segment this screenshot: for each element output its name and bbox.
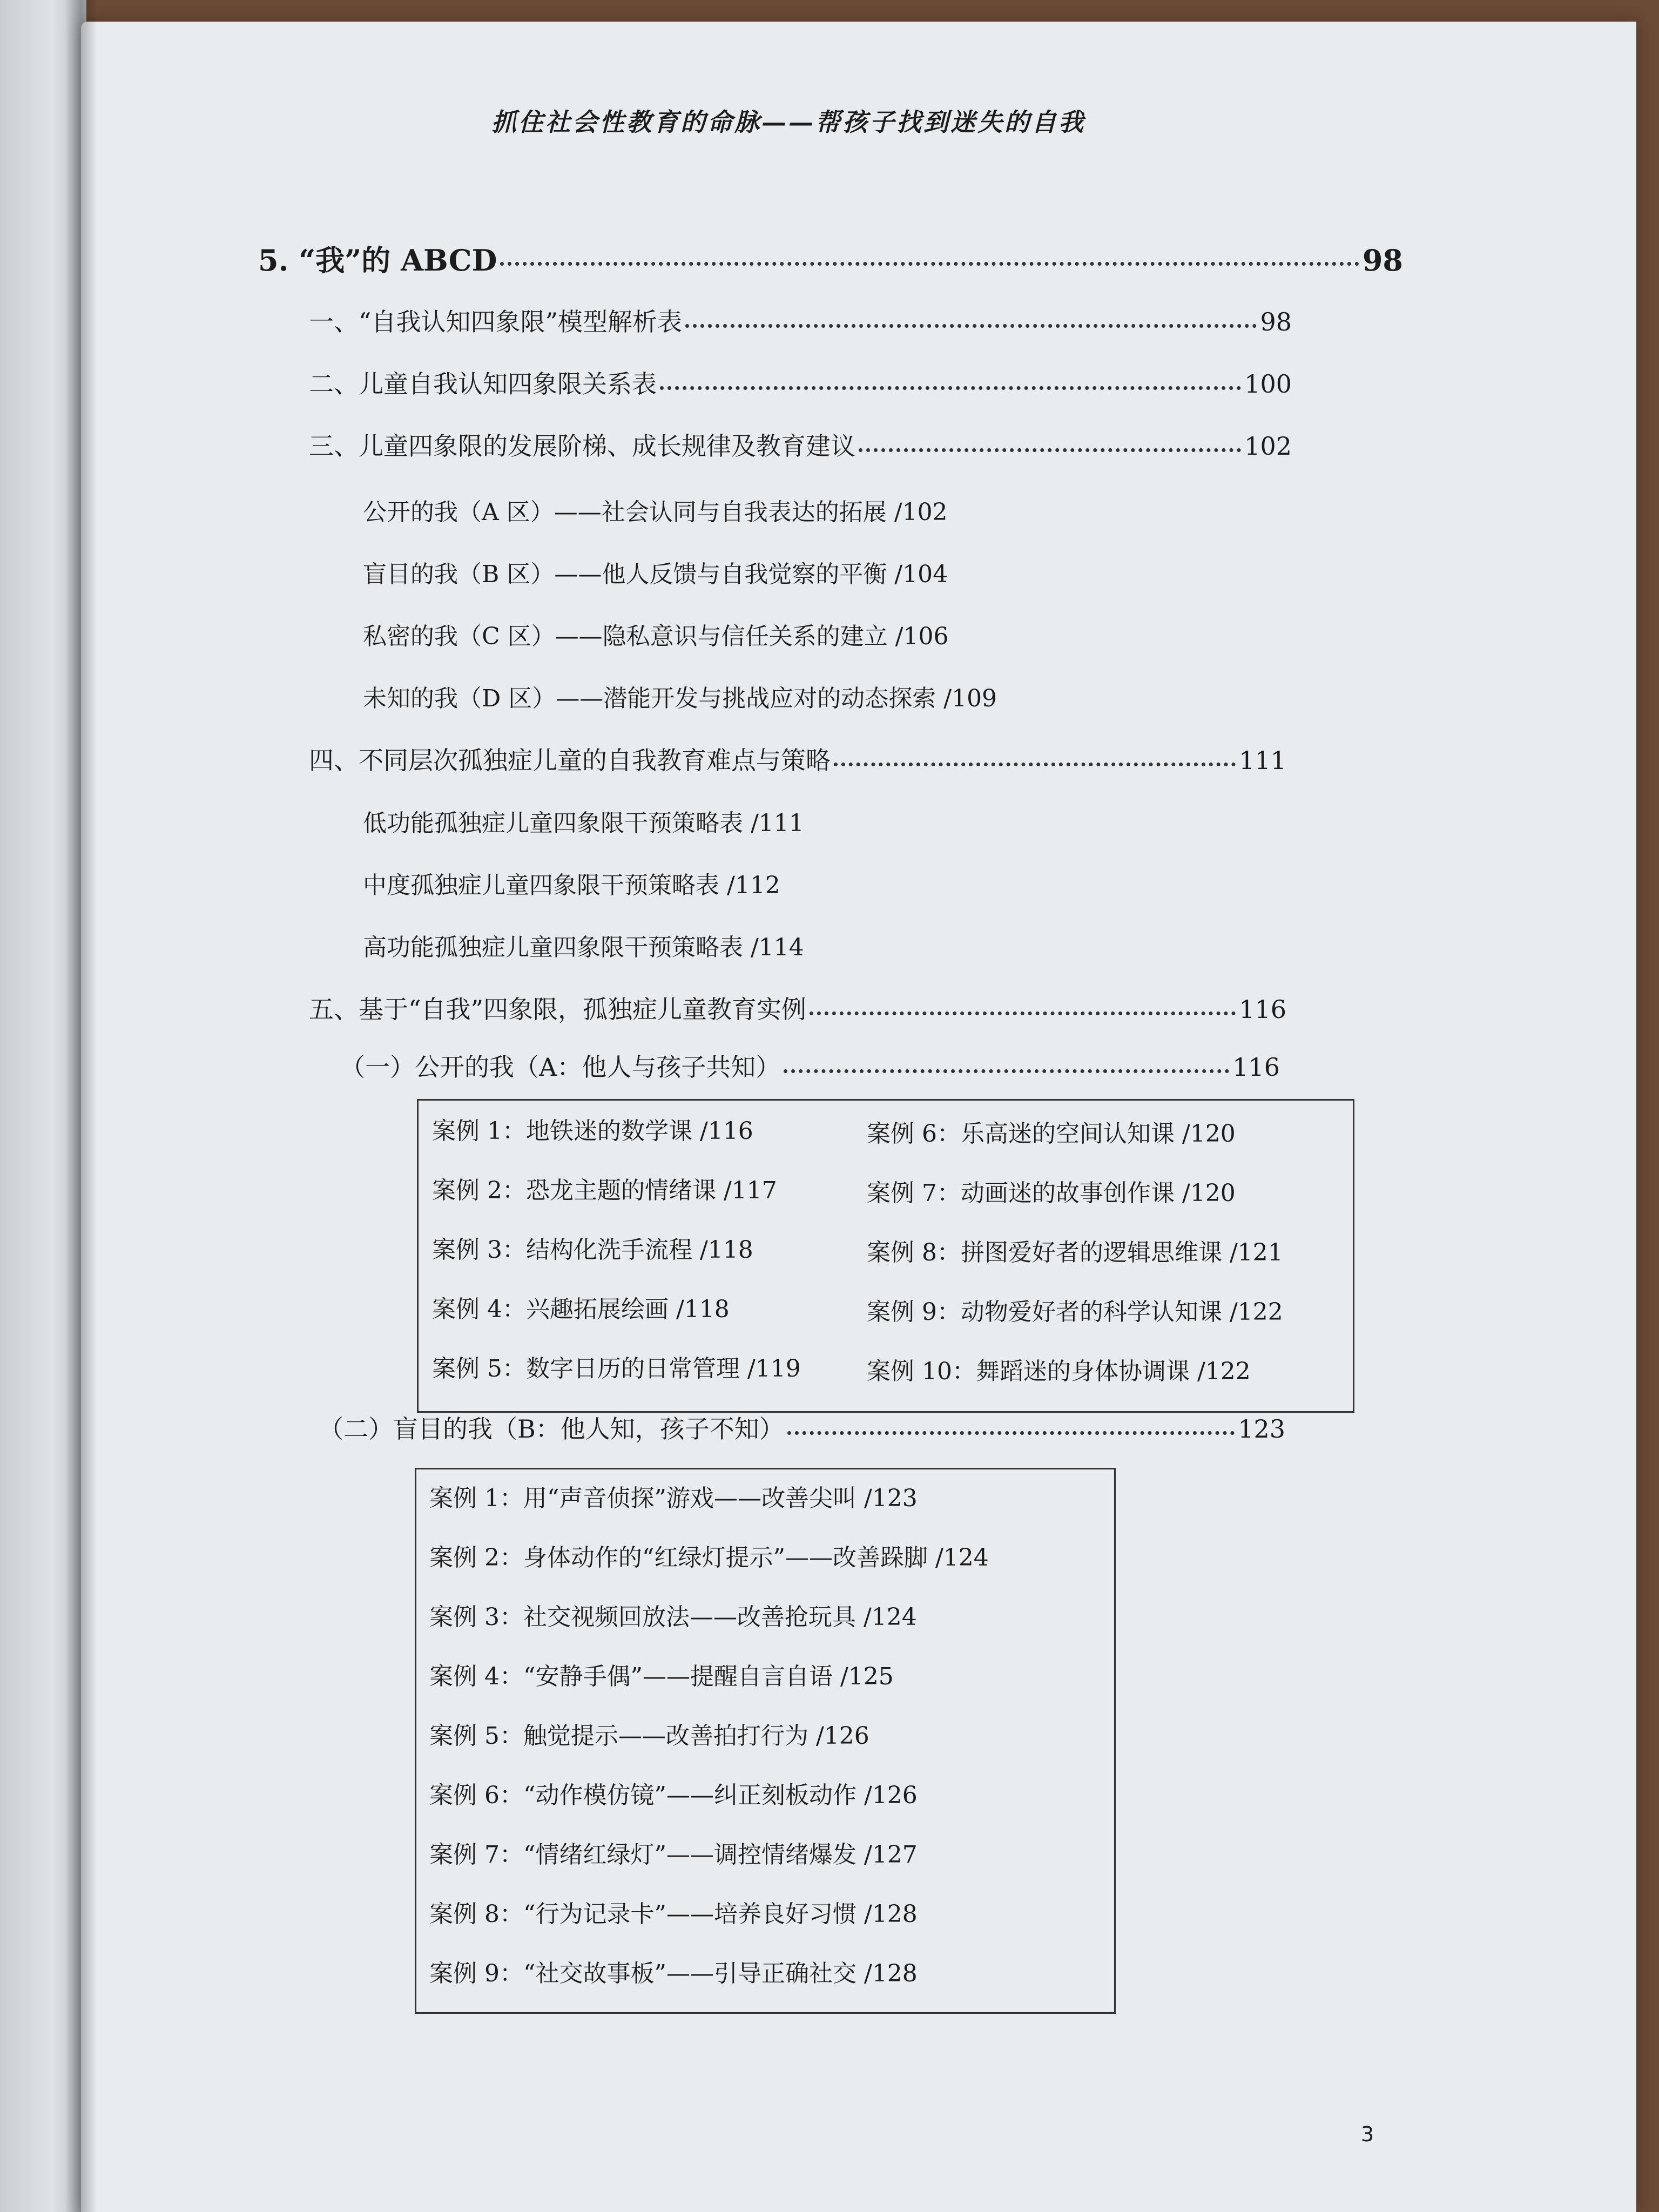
toc-chapter-page: 98 <box>1362 243 1403 278</box>
toc-subitem[interactable]: 高功能孤独症儿童四象限干预策略表 /114 <box>363 934 804 961</box>
dot-leader <box>787 1431 1235 1435</box>
toc-subitem[interactable]: 未知的我（D 区）——潜能开发与挑战应对的动态探索 /109 <box>363 685 997 712</box>
case-item[interactable]: 案例 5：触觉提示——改善拍打行为 /126 <box>429 1722 869 1750</box>
toc-part-a[interactable] <box>340 1048 1280 1083</box>
toc-subitem[interactable]: 盲目的我（B 区）——他人反馈与自我觉察的平衡 /104 <box>363 561 948 588</box>
page-number: 3 <box>1361 2122 1374 2146</box>
toc-section-title: 四、不同层次孤独症儿童的自我教育难点与策略 <box>309 746 831 775</box>
case-item[interactable]: 案例 3：结构化洗手流程 /118 <box>432 1236 753 1264</box>
toc-section-page: 98 <box>1260 307 1292 336</box>
toc-section-title: 二、儿童自我认知四象限关系表 <box>309 369 657 399</box>
case-item[interactable]: 案例 1：地铁迷的数学课 /116 <box>432 1117 753 1145</box>
case-item[interactable]: 案例 8：“行为记录卡”——培养良好习惯 /128 <box>429 1900 918 1928</box>
case-item[interactable]: 案例 3：社交视频回放法——改善抢玩具 /124 <box>429 1603 917 1631</box>
running-header: 抓住社会性教育的命脉——帮孩子找到迷失的自我 <box>491 107 1085 137</box>
toc-section-title: 五、基于“自我”四象限，孤独症儿童教育实例 <box>309 995 807 1024</box>
case-item[interactable]: 案例 2：身体动作的“红绿灯提示”——改善跺脚 /124 <box>429 1544 989 1572</box>
dot-leader <box>810 1011 1236 1015</box>
toc-part-page: 123 <box>1238 1414 1285 1444</box>
toc-section-1[interactable] <box>309 302 1292 338</box>
toc-part-title: （二）盲目的我（B：他人知，孩子不知） <box>319 1414 784 1444</box>
toc-section-5[interactable] <box>309 990 1286 1026</box>
toc-section-page: 111 <box>1239 746 1286 775</box>
case-item[interactable]: 案例 7：“情绪红绿灯”——调控情绪爆发 /127 <box>429 1841 918 1869</box>
toc-section-title: 三、儿童四象限的发展阶梯、成长规律及教育建议 <box>309 431 855 461</box>
case-item[interactable]: 案例 6：“动作模仿镜”——纠正刻板动作 /126 <box>429 1782 918 1809</box>
dot-leader <box>859 448 1241 452</box>
dot-leader <box>784 1069 1229 1073</box>
toc-section-page: 100 <box>1244 369 1292 399</box>
toc-section-page: 102 <box>1244 431 1292 461</box>
case-item[interactable]: 案例 2：恐龙主题的情绪课 /117 <box>432 1177 777 1204</box>
toc-section-title: 一、“自我认知四象限”模型解析表 <box>309 307 683 336</box>
case-item[interactable]: 案例 10：舞蹈迷的身体协调课 /122 <box>867 1358 1251 1385</box>
case-item[interactable]: 案例 9：动物爱好者的科学认知课 /122 <box>867 1298 1283 1326</box>
toc-section-3[interactable] <box>309 427 1292 462</box>
toc-part-b[interactable] <box>319 1410 1285 1445</box>
case-item[interactable]: 案例 1：用“声音侦探”游戏——改善尖叫 /123 <box>429 1485 918 1512</box>
case-item[interactable]: 案例 4：“安静手偶”——提醒自言自语 /125 <box>429 1663 894 1690</box>
dot-leader <box>834 763 1236 766</box>
toc-part-page: 116 <box>1232 1053 1280 1082</box>
toc-chapter-title: 5. “我”的 ABCD <box>258 243 497 278</box>
case-item[interactable]: 案例 8：拼图爱好者的逻辑思维课 /121 <box>867 1239 1283 1266</box>
toc-section-page: 116 <box>1239 995 1286 1024</box>
case-item[interactable]: 案例 9：“社交故事板”——引导正确社交 /128 <box>429 1960 918 1987</box>
case-item[interactable]: 案例 6：乐高迷的空间认知课 /120 <box>867 1120 1236 1148</box>
case-item[interactable]: 案例 4：兴趣拓展绘画 /118 <box>432 1296 730 1323</box>
toc-chapter[interactable] <box>258 238 1403 279</box>
toc-section-4[interactable] <box>309 741 1286 777</box>
toc-subitem[interactable]: 低功能孤独症儿童四象限干预策略表 /111 <box>363 810 804 837</box>
dot-leader <box>500 262 1359 266</box>
case-item[interactable]: 案例 5：数字日历的日常管理 /119 <box>432 1355 801 1382</box>
toc-part-title: （一）公开的我（A：他人与孩子共知） <box>340 1053 781 1082</box>
toc-subitem[interactable]: 私密的我（C 区）——隐私意识与信任关系的建立 /106 <box>363 623 949 650</box>
case-item[interactable]: 案例 7：动画迷的故事创作课 /120 <box>867 1179 1236 1207</box>
toc-section-2[interactable] <box>309 365 1292 400</box>
toc-subitem[interactable]: 公开的我（A 区）——社会认同与自我表达的拓展 /102 <box>363 498 948 526</box>
toc-subitem[interactable]: 中度孤独症儿童四象限干预策略表 /112 <box>363 872 780 899</box>
dot-leader <box>685 324 1257 328</box>
dot-leader <box>660 386 1241 390</box>
book-gutter <box>65 0 97 2212</box>
